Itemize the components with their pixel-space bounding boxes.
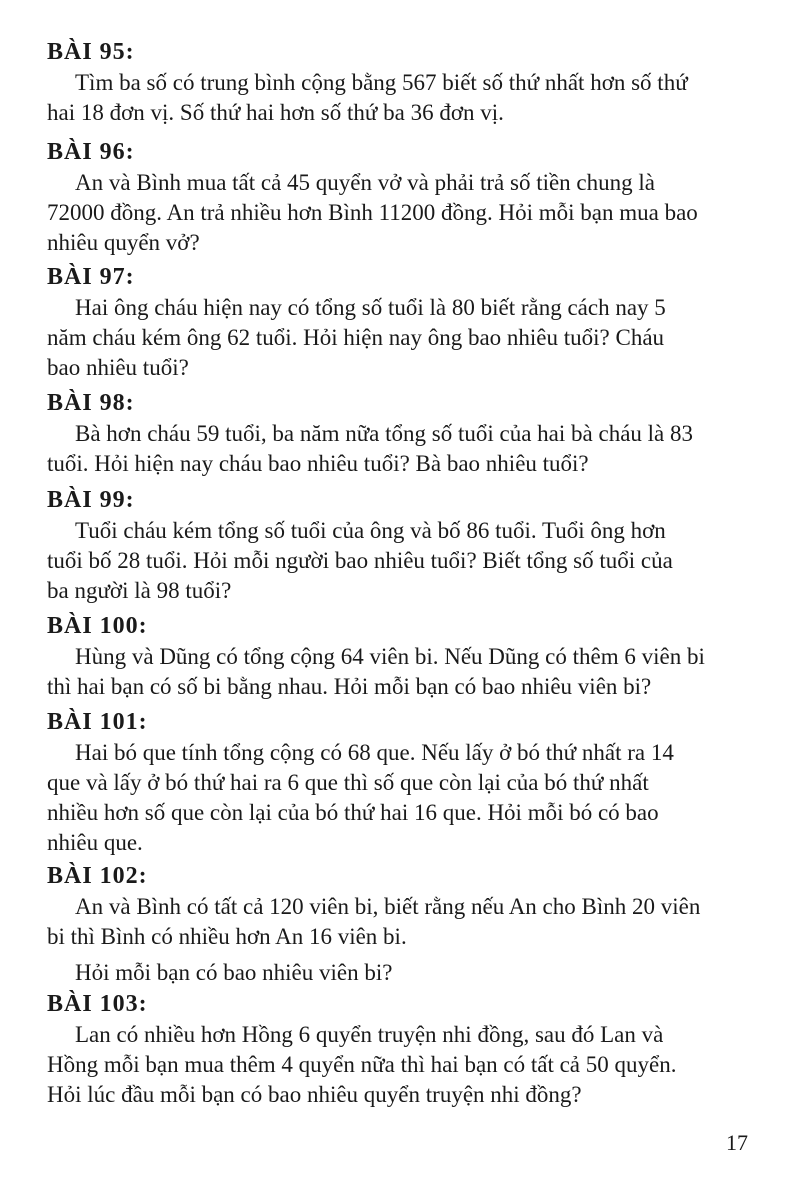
problem-line: tuổi bố 28 tuổi. Hỏi mỗi người bao nhiêu tuổi? Biết tổng số tuổi của	[47, 548, 673, 573]
problem-96	[47, 138, 757, 258]
problem-line: Lan có nhiều hơn Hồng 6 quyển truyện nhi đồng, sau đó Lan và	[75, 1022, 664, 1047]
problem-title: BÀI 97:	[47, 264, 135, 290]
problem-line: năm cháu kém ông 62 tuổi. Hỏi hiện nay ông bao nhiêu tuổi? Cháu	[47, 325, 665, 350]
problem-line: Hai ông cháu hiện nay có tổng số tuổi là 80 biết rằng cách nay 5	[75, 295, 666, 320]
problem-text	[47, 892, 757, 988]
problem-title: BÀI 100:	[47, 613, 148, 639]
problem-line: ba người là 98 tuổi?	[47, 578, 232, 603]
problem-line: Hồng mỗi bạn mua thêm 4 quyển nữa thì hai bạn có tất cả 50 quyển.	[47, 1052, 677, 1077]
problem-line: Hỏi lúc đầu mỗi bạn có bao nhiêu quyển truyện nhi đồng?	[47, 1082, 582, 1107]
problem-text	[47, 68, 757, 128]
problem-line: Tìm ba số có trung bình cộng bằng 567 biết số thứ nhất hơn số thứ	[75, 70, 688, 95]
problem-title: BÀI 96:	[47, 139, 135, 165]
problem-line: nhiêu quyển vở?	[47, 230, 200, 255]
problem-line: An và Bình mua tất cả 45 quyển vở và phải trả số tiền chung là	[75, 170, 655, 195]
problem-line: Tuổi cháu kém tổng số tuổi của ông và bố 86 tuổi. Tuổi ông hơn	[75, 518, 666, 543]
problem-100	[47, 612, 757, 702]
problem-line: que và lấy ở bó thứ hai ra 6 que thì số que còn lại của bó thứ nhất	[47, 770, 649, 795]
problem-title: BÀI 102:	[47, 863, 148, 889]
problem-title: BÀI 99:	[47, 487, 135, 513]
problem-line: bao nhiêu tuổi?	[47, 355, 189, 380]
problem-title: BÀI 103:	[47, 991, 148, 1017]
problem-text	[47, 516, 757, 606]
problem-97	[47, 263, 757, 383]
problem-title: BÀI 98:	[47, 390, 135, 416]
problem-line: Hai bó que tính tổng cộng có 68 que. Nếu lấy ở bó thứ nhất ra 14	[75, 740, 674, 765]
problem-line: hai 18 đơn vị. Số thứ hai hơn số thứ ba 36 đơn vị.	[47, 100, 504, 125]
problem-text	[47, 1020, 757, 1110]
problem-103	[47, 990, 757, 1110]
problem-98	[47, 389, 757, 479]
problem-line: bi thì Bình có nhiều hơn An 16 viên bi.	[47, 924, 407, 949]
problem-line: nhiều hơn số que còn lại của bó thứ hai 16 que. Hỏi mỗi bó có bao	[47, 800, 659, 825]
problem-text	[47, 419, 757, 479]
problem-line: Bà hơn cháu 59 tuổi, ba năm nữa tổng số tuổi của hai bà cháu là 83	[75, 421, 694, 446]
problem-line: An và Bình có tất cả 120 viên bi, biết rằng nếu An cho Bình 20 viên	[75, 894, 701, 919]
problem-text	[47, 168, 757, 258]
problem-102	[47, 862, 757, 988]
problem-title: BÀI 95:	[47, 39, 135, 65]
problem-text	[47, 738, 757, 858]
problem-line: thì hai bạn có số bi bằng nhau. Hỏi mỗi bạn có bao nhiêu viên bi?	[47, 674, 652, 699]
problem-101	[47, 708, 757, 858]
problem-line: nhiêu que.	[47, 830, 143, 855]
problem-line: Hùng và Dũng có tổng cộng 64 viên bi. Nếu Dũng có thêm 6 viên bi	[75, 644, 705, 669]
problem-title: BÀI 101:	[47, 709, 148, 735]
problem-question: Hỏi mỗi bạn có bao nhiêu viên bi?	[75, 960, 393, 985]
problem-99	[47, 486, 757, 606]
problem-line: tuổi. Hỏi hiện nay cháu bao nhiêu tuổi? Bà bao nhiêu tuổi?	[47, 451, 589, 476]
problem-text	[47, 642, 757, 702]
problem-line: 72000 đồng. An trả nhiều hơn Bình 11200 đồng. Hỏi mỗi bạn mua bao	[47, 200, 698, 225]
page-number: 17	[726, 1130, 748, 1155]
problem-text	[47, 293, 757, 383]
problem-95	[47, 38, 757, 128]
